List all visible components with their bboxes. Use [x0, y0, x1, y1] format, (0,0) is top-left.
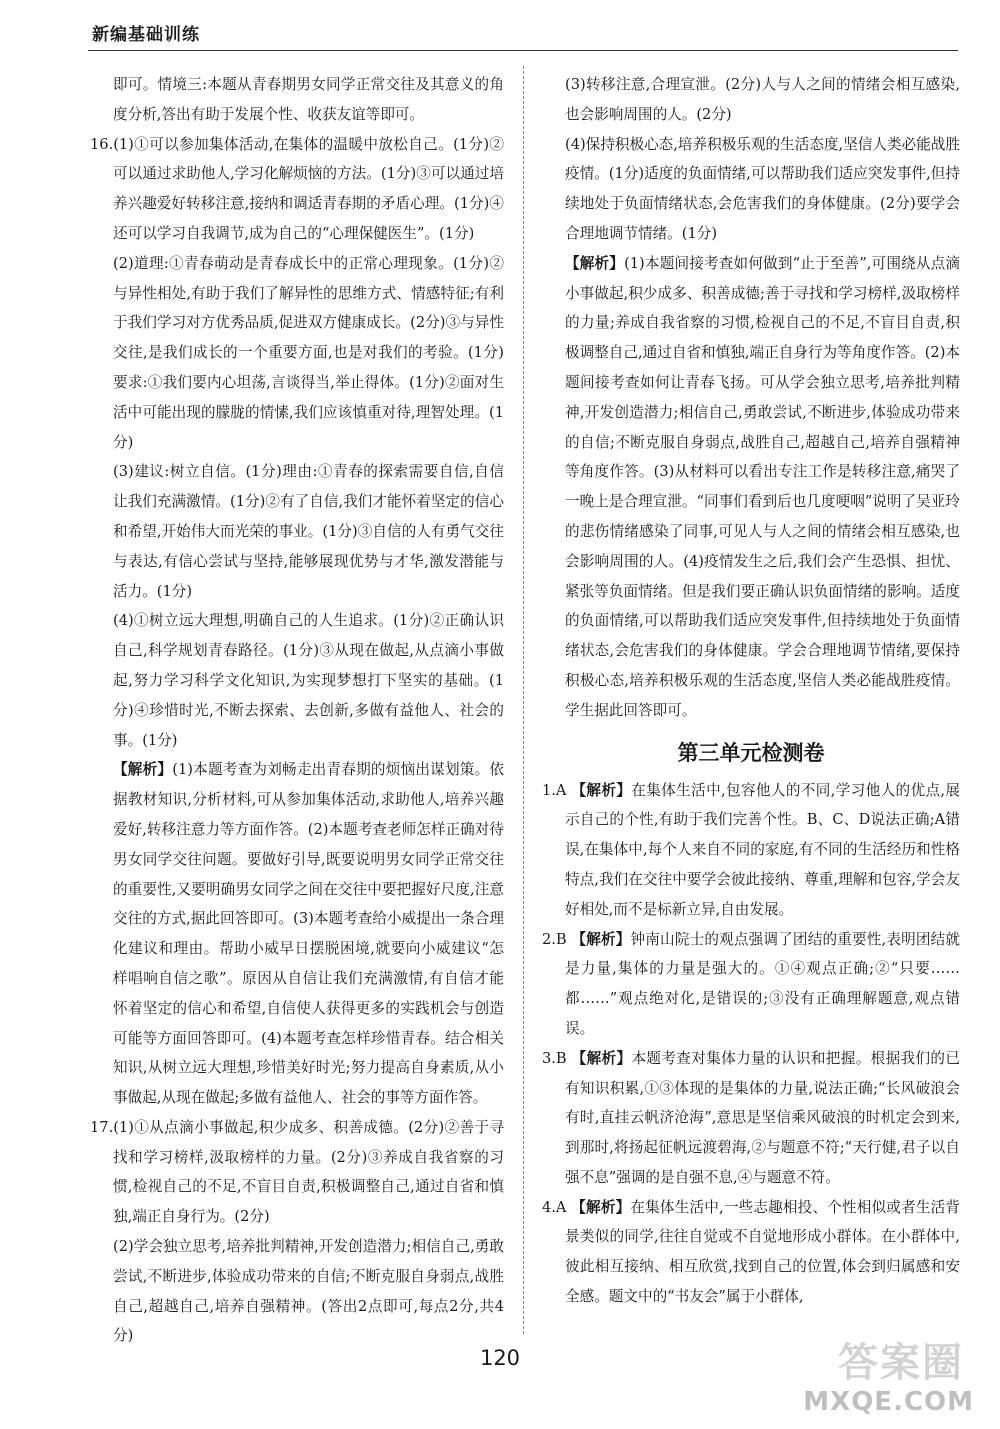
paragraph-text: 17.(1)①从点滴小事做起,积少成多、积善成德。(2分)②善于寻找和学习榜样,汲取榜样的力量。(2分)③养成自我省察的习惯,检视自己的不足,不盲目自责,积极调整自己,通过自省和慎独,端正自身行为。(2分) — [90, 1118, 504, 1226]
answer-item-2 — [542, 925, 960, 1044]
question-17-part-3 — [542, 70, 960, 130]
paragraph-text: (3)转移注意,合理宣泄。(2分)人与人之间的情绪会相互感染,也会影响周围的人。(2分) — [565, 76, 960, 123]
paragraph-text: (2)道理:①青春萌动是青春成长中的正常心理现象。(1分)②与异性相处,有助于我们了解异性的思维方式、情感特征;有利于我们学习对方优秀品质,促进双方健康成长。(2分)③与异性交往,是我们成长的一个重要方面,也是对我们的考验。(1分)要求:①我们要内心坦荡,言谈得当,举止得体。(1分)②面对生活中可能出现的朦胧的情愫,我们应该慎重对待,理智处理。(1分) — [113, 254, 504, 451]
watermark-url: MXQE.COM — [803, 1387, 974, 1417]
answer-prefix: 1.A — [542, 781, 572, 799]
question-16-analysis — [90, 755, 504, 1113]
question-16-part-2 — [90, 249, 504, 458]
analysis-label: 【解析】 — [571, 930, 631, 948]
right-column — [542, 70, 960, 1312]
question-16-part-1 — [90, 130, 504, 249]
answer-prefix: 4.A — [542, 1198, 572, 1216]
analysis-label: 【解析】 — [113, 761, 173, 779]
paragraph-text: 本题考查对集体力量的认识和把握。根据我们的已有知识积累,①③体现的是集体的力量,说法正确;“长风破浪会有时,直挂云帆济沧海”,意思是坚信乘风破浪的时机定会到来,到那时,将扬起征帆远渡碧海,②与题意不符;“天行健,君子以自强不息”强调的是自强不息,④与题意不符。 — [565, 1049, 960, 1186]
paragraph-text: 在集体生活中,一些志趣相投、个性相似或者生活背景类似的同学,往往自觉或不自觉地形成小群体。在小群体中,彼此相互接纳、相互欣赏,找到自己的位置,体会到归属感和安全感。题文中的“书友会”属于小群体, — [565, 1198, 960, 1306]
answer-item-4 — [542, 1193, 960, 1312]
analysis-label: 【解析】 — [565, 254, 625, 272]
paragraph-text: 16.(1)①可以参加集体活动,在集体的温暖中放松自己。(1分)②可以通过求助他人,学习化解烦恼的方法。(1分)③可以通过培养兴趣爱好转移注意,接纳和调适青春期的矛盾心理。(1分)④还可以学习自我调节,成为自己的“心理保健医生”。(1分) — [90, 135, 504, 242]
paragraph-text: 在集体生活中,包容他人的不同,学习他人的优点,展示自己的个性,有助于我们完善个性。B、C、D说法正确;A错误,在集体中,每个人来自不同的家庭,有不同的生活经历和性格特点,我们在交往中要学会彼此接纳、尊重,理解和包容,学会友好相处,而不是标新立异,自由发展。 — [565, 781, 960, 918]
analysis-label: 【解析】 — [571, 1049, 632, 1067]
header-rule — [88, 50, 958, 51]
question-16-part-3 — [90, 457, 504, 606]
column-divider — [523, 66, 524, 1334]
paragraph-text: (1)本题间接考查如何做到“止于至善”,可围绕从点滴小事做起,积少成多、积善成德;善于寻找和学习榜样,汲取榜样的力量;养成自我省察的习惯,检视自己的不足,不盲目自责,积极调整自己,通过自省和慎独,端正自身行为等角度作答。(2)本题间接考查如何让青春飞扬。可从学会独立思考,培养批判精神,开发创造潜力;相信自己,勇敢尝试,不断进步,体验成功带来的自信;不断克服自身弱点,战胜自己,超越自己,培养自强精神等角度作答。(3)从材料可以看出专注工作是转移注意,痛哭了一晚上是合理宣泄。“同事们看到后也几度哽咽”说明了吴亚玲的悲伤情绪感染了同事,可见人与人之间的情绪会相互感染,也会影响周围的人。(4)疫情发生之后,我们会产生恐惧、担忧、紧张等负面情绪。但是我们要正确认识负面情绪的影响。适度的负面情绪,可以帮助我们适应突发事件,但持续地处于负面情绪状态,会危害我们的身体健康。学会合理地调节情绪,要保持积极心态,培养积极乐观的生活态度,坚信人类必能战胜疫情。学生据此回答即可。 — [565, 254, 960, 719]
paragraph-text: (4)保持积极心态,培养积极乐观的生活态度,坚信人类必能战胜疫情。(1分)适度的负面情绪,可以帮助我们适应突发事件,但持续地处于负面情绪状态,会危害我们的身体健康。(2分)要学会合理地调节情绪。(1分) — [565, 135, 960, 242]
paragraph — [90, 70, 504, 130]
question-16-part-4 — [90, 606, 504, 755]
paragraph-text: 钟南山院士的观点强调了团结的重要性,表明团结就是力量,集体的力量是强大的。①④观点正确;②“只要……都……”观点绝对化,是错误的;③没有正确理解题意,观点错误。 — [565, 930, 960, 1037]
question-17-part-4 — [542, 130, 960, 249]
page-number: 120 — [479, 1346, 521, 1370]
paragraph-text: (3)建议:树立自信。(1分)理由:①青春的探索需要自信,自信让我们充满激情。(1分)②有了自信,我们才能怀着坚定的信心和希望,开始伟大而光荣的事业。(1分)③自信的人有勇气交往与表达,有信心尝试与坚持,能够展现优势与才华,激发潜能与活力。(1分) — [113, 463, 504, 600]
answer-prefix: 3.B — [542, 1049, 572, 1067]
answer-item-1 — [542, 776, 960, 925]
left-column — [90, 70, 504, 1351]
analysis-label: 【解析】 — [571, 1198, 631, 1216]
watermark-logo: 答案圈 — [838, 1340, 964, 1386]
analysis-label: 【解析】 — [571, 781, 632, 799]
paragraph-text: (2)学会独立思考,培养批判精神,开发创造潜力;相信自己,勇敢尝试,不断进步,体验成功带来的自信;不断克服自身弱点,战胜自己,超越自己,培养自强精神。(答出2点即可,每点2分,共4分) — [113, 1238, 504, 1345]
paragraph-text: 即可。情境三:本题从青春期男女同学正常交往及其意义的角度分析,答出有助于发展个性、收获友谊等即可。 — [113, 76, 504, 123]
section-title: 第三单元检测卷 — [677, 739, 825, 765]
answer-item-3 — [542, 1044, 960, 1193]
answer-prefix: 2.B — [542, 930, 572, 948]
question-17-part-1 — [90, 1113, 504, 1232]
paragraph-text: (1)本题考查为刘畅走出青春期的烦恼出谋划策。依据教材知识,分析材料,可从参加集体活动,求助他人,培养兴趣爱好,转移注意力等方面作答。(2)本题考查老师怎样正确对待男女同学交往问题。要做好引导,既要说明男女同学正常交往的重要性,又要明确男女同学之间在交往中要把握好尺度,注意交往的方式,据此回答即可。(3)本题考查给小威提出一条合理化建议和理由。帮助小威早日摆脱困境,就要向小威建议“怎样唱响自信之歌”。原因从自信让我们充满激情,有自信才能怀着坚定的信心和希望,自信使人获得更多的实践机会与创造可能等方面回答即可。(4)本题考查怎样珍惜青春。结合相关知识,从树立远大理想,珍惜美好时光;努力提高自身素质,从小事做起,从现在做起;多做有益他人、社会的事等方面作答。 — [113, 761, 504, 1107]
watermark — [784, 1331, 974, 1417]
header-title: 新编基础训练 — [92, 25, 200, 45]
paragraph-text: (4)①树立远大理想,明确自己的人生追求。(1分)②正确认识自己,科学规划青春路径。(1分)③从现在做起,从点滴小事做起,努力学习科学文化知识,为实现梦想打下坚实的基础。(1分)④珍惜时光,不断去探索、去创新,多做有益他人、社会的事。(1分) — [113, 612, 504, 749]
question-17-analysis — [542, 249, 960, 726]
question-17-part-2 — [90, 1232, 504, 1351]
